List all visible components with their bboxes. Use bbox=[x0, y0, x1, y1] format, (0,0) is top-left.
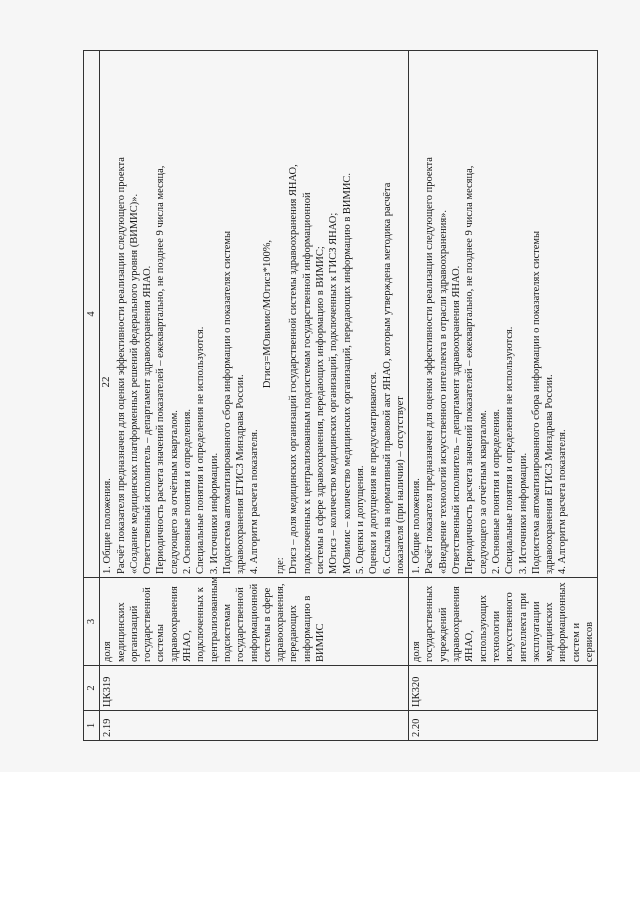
indicator-name-line: здравоохранения bbox=[451, 586, 463, 662]
indicator-name-line: использующих bbox=[477, 594, 489, 662]
indicator-name-line: подсистемам bbox=[221, 604, 233, 662]
indicator-name-line: информационных bbox=[557, 582, 569, 662]
methodology-line: 5. Оценки и допущения. bbox=[354, 465, 366, 574]
methodology-line: Dгисз – доля медицинских организаций государственной системы здравоохранения ЯНАО, bbox=[288, 164, 300, 574]
indicator-name-line: подключенных к bbox=[195, 587, 207, 662]
indicator-name-line: искусственного bbox=[504, 592, 516, 662]
indicator-name-line: государственной bbox=[142, 587, 154, 662]
methodology-line: Периодичность расчета значений показателей – ежеквартально, не позднее 9 числа месяца, bbox=[155, 165, 167, 574]
header-col-3: 3 bbox=[84, 578, 100, 666]
indicator-table bbox=[83, 50, 598, 741]
indicator-code: ЦК319 bbox=[100, 666, 409, 711]
indicator-name-line: ВИМИС bbox=[315, 623, 327, 662]
indicator-name-line: эксплуатации bbox=[530, 601, 542, 662]
methodology-line: Оценки и допущения не предусматриваются. bbox=[368, 371, 380, 574]
methodology-line: Расчёт показателя предназначен для оценки эффективности реализации следующего проекта bbox=[115, 157, 127, 574]
methodology-line: следующего за отчётным кварталом. bbox=[168, 410, 180, 574]
header-col-1: 1 bbox=[84, 711, 100, 741]
indicator-name-line: технологии bbox=[490, 610, 502, 662]
methodology-line: 4. Алгоритм расчета показателя. bbox=[248, 429, 260, 574]
methodology-line: 2. Основные понятия и определения. bbox=[182, 409, 194, 574]
methodology-line: показателя (при наличии) – отсутствует bbox=[394, 396, 406, 574]
table-row bbox=[409, 51, 598, 741]
table-row bbox=[100, 51, 409, 741]
indicator-methodology bbox=[100, 51, 409, 578]
methodology-line: 2. Основные понятия и определения. bbox=[490, 409, 502, 574]
methodology-line: МOвимис – количество медицинских организаций, передающих информацию в ВИМИС. bbox=[341, 172, 353, 574]
indicator-name bbox=[100, 578, 409, 666]
methodology-line: следующего за отчётным кварталом. bbox=[477, 410, 489, 574]
indicator-name-line: интеллекта при bbox=[517, 592, 529, 662]
indicator-name-line: организаций bbox=[128, 605, 140, 662]
methodology-line: где: bbox=[275, 557, 287, 574]
methodology-line: Ответственный исполнитель – департамент здравоохранения ЯНАО. bbox=[142, 265, 154, 574]
methodology-line: 1. Общие положения. bbox=[411, 478, 423, 574]
header-col-4: 4 bbox=[84, 51, 100, 578]
methodology-line: Специальные понятия и определения не используются. bbox=[195, 326, 207, 574]
indicator-code: ЦК320 bbox=[409, 666, 598, 711]
methodology-line: Ответственный исполнитель – департамент здравоохранения ЯНАО. bbox=[451, 265, 463, 574]
methodology-line: Расчёт показателя предназначен для оценки эффективности реализации следующего проекта bbox=[424, 157, 436, 574]
indicator-name-line: систем и сервисов bbox=[570, 621, 595, 662]
rotated-table-container bbox=[83, 51, 608, 741]
methodology-line: Подсистема автоматизированного сбора информации о показателях системы bbox=[530, 230, 542, 574]
methodology-line: 6. Ссылка на нормативный правовой акт ЯНАО, которым утверждена методика расчёта bbox=[381, 182, 393, 574]
indicator-name-line: здравоохранения bbox=[168, 586, 180, 662]
methodology-line: здравоохранения ЕГИСЗ Минздрава России. bbox=[235, 374, 247, 574]
page-number: 22 bbox=[100, 376, 112, 388]
methodology-line: 4. Алгоритм расчета показателя. bbox=[557, 429, 569, 574]
indicator-name bbox=[409, 578, 598, 666]
methodology-line: «Создание медицинских платформенных решений федерального уровня (ВИМИС)». bbox=[128, 193, 140, 574]
methodology-line: Специальные понятия и определения не используются. bbox=[504, 326, 516, 574]
methodology-line: Dгисз=МOвимис/МOгисз*100%, bbox=[261, 239, 273, 389]
indicator-name-line: информационной bbox=[248, 583, 260, 662]
indicator-name-line: ЯНАО, bbox=[182, 630, 194, 662]
indicator-name-line: доля государственных bbox=[411, 585, 436, 662]
indicator-name-line: учреждений bbox=[437, 607, 449, 662]
methodology-line: МOгисз – количество медицинских организаций, подключенных к ГИСЗ ЯНАО; bbox=[328, 212, 340, 574]
methodology-line: «Внедрение технологий искусственного интеллекта в отрасли здравоохранения». bbox=[437, 209, 449, 574]
methodology-line: 1. Общие положения. bbox=[102, 478, 114, 574]
indicator-methodology bbox=[409, 51, 598, 578]
indicator-name-line: ЯНАО, bbox=[464, 630, 476, 662]
row-number: 2.19 bbox=[100, 711, 409, 741]
methodology-line: 3. Источники информации. bbox=[208, 452, 220, 574]
indicator-name-line: передающих bbox=[288, 605, 300, 662]
methodology-line: Подсистема автоматизированного сбора информации о показателях системы bbox=[221, 230, 233, 574]
indicator-name-line: здравоохранения, bbox=[275, 583, 287, 662]
row-number: 2.20 bbox=[409, 711, 598, 741]
indicator-name-line: централизованным bbox=[208, 576, 220, 662]
header-col-2: 2 bbox=[84, 666, 100, 711]
methodology-line: Периодичность расчета значений показателей – ежеквартально, не позднее 9 числа месяца, bbox=[464, 165, 476, 574]
methodology-line: системы в сфере здравоохранения, передающих информацию в ВИМИС; bbox=[315, 246, 327, 574]
methodology-line: здравоохранения ЕГИСЗ Минздрава России. bbox=[544, 374, 556, 574]
indicator-name-line: государственной bbox=[235, 587, 247, 662]
methodology-line: 3. Источники информации. bbox=[517, 452, 529, 574]
indicator-name-line: доля медицинских bbox=[102, 602, 127, 662]
indicator-name-line: медицинских bbox=[544, 602, 556, 662]
indicator-name-line: информацию в bbox=[301, 595, 313, 662]
page-margin bbox=[0, 772, 640, 905]
indicator-name-line: системы bbox=[155, 624, 167, 662]
indicator-name-line: системы в сфере bbox=[261, 587, 273, 662]
methodology-line: подключенных к централизованным подсистемам государственной информационной bbox=[301, 192, 313, 574]
table-header-row bbox=[84, 51, 100, 741]
